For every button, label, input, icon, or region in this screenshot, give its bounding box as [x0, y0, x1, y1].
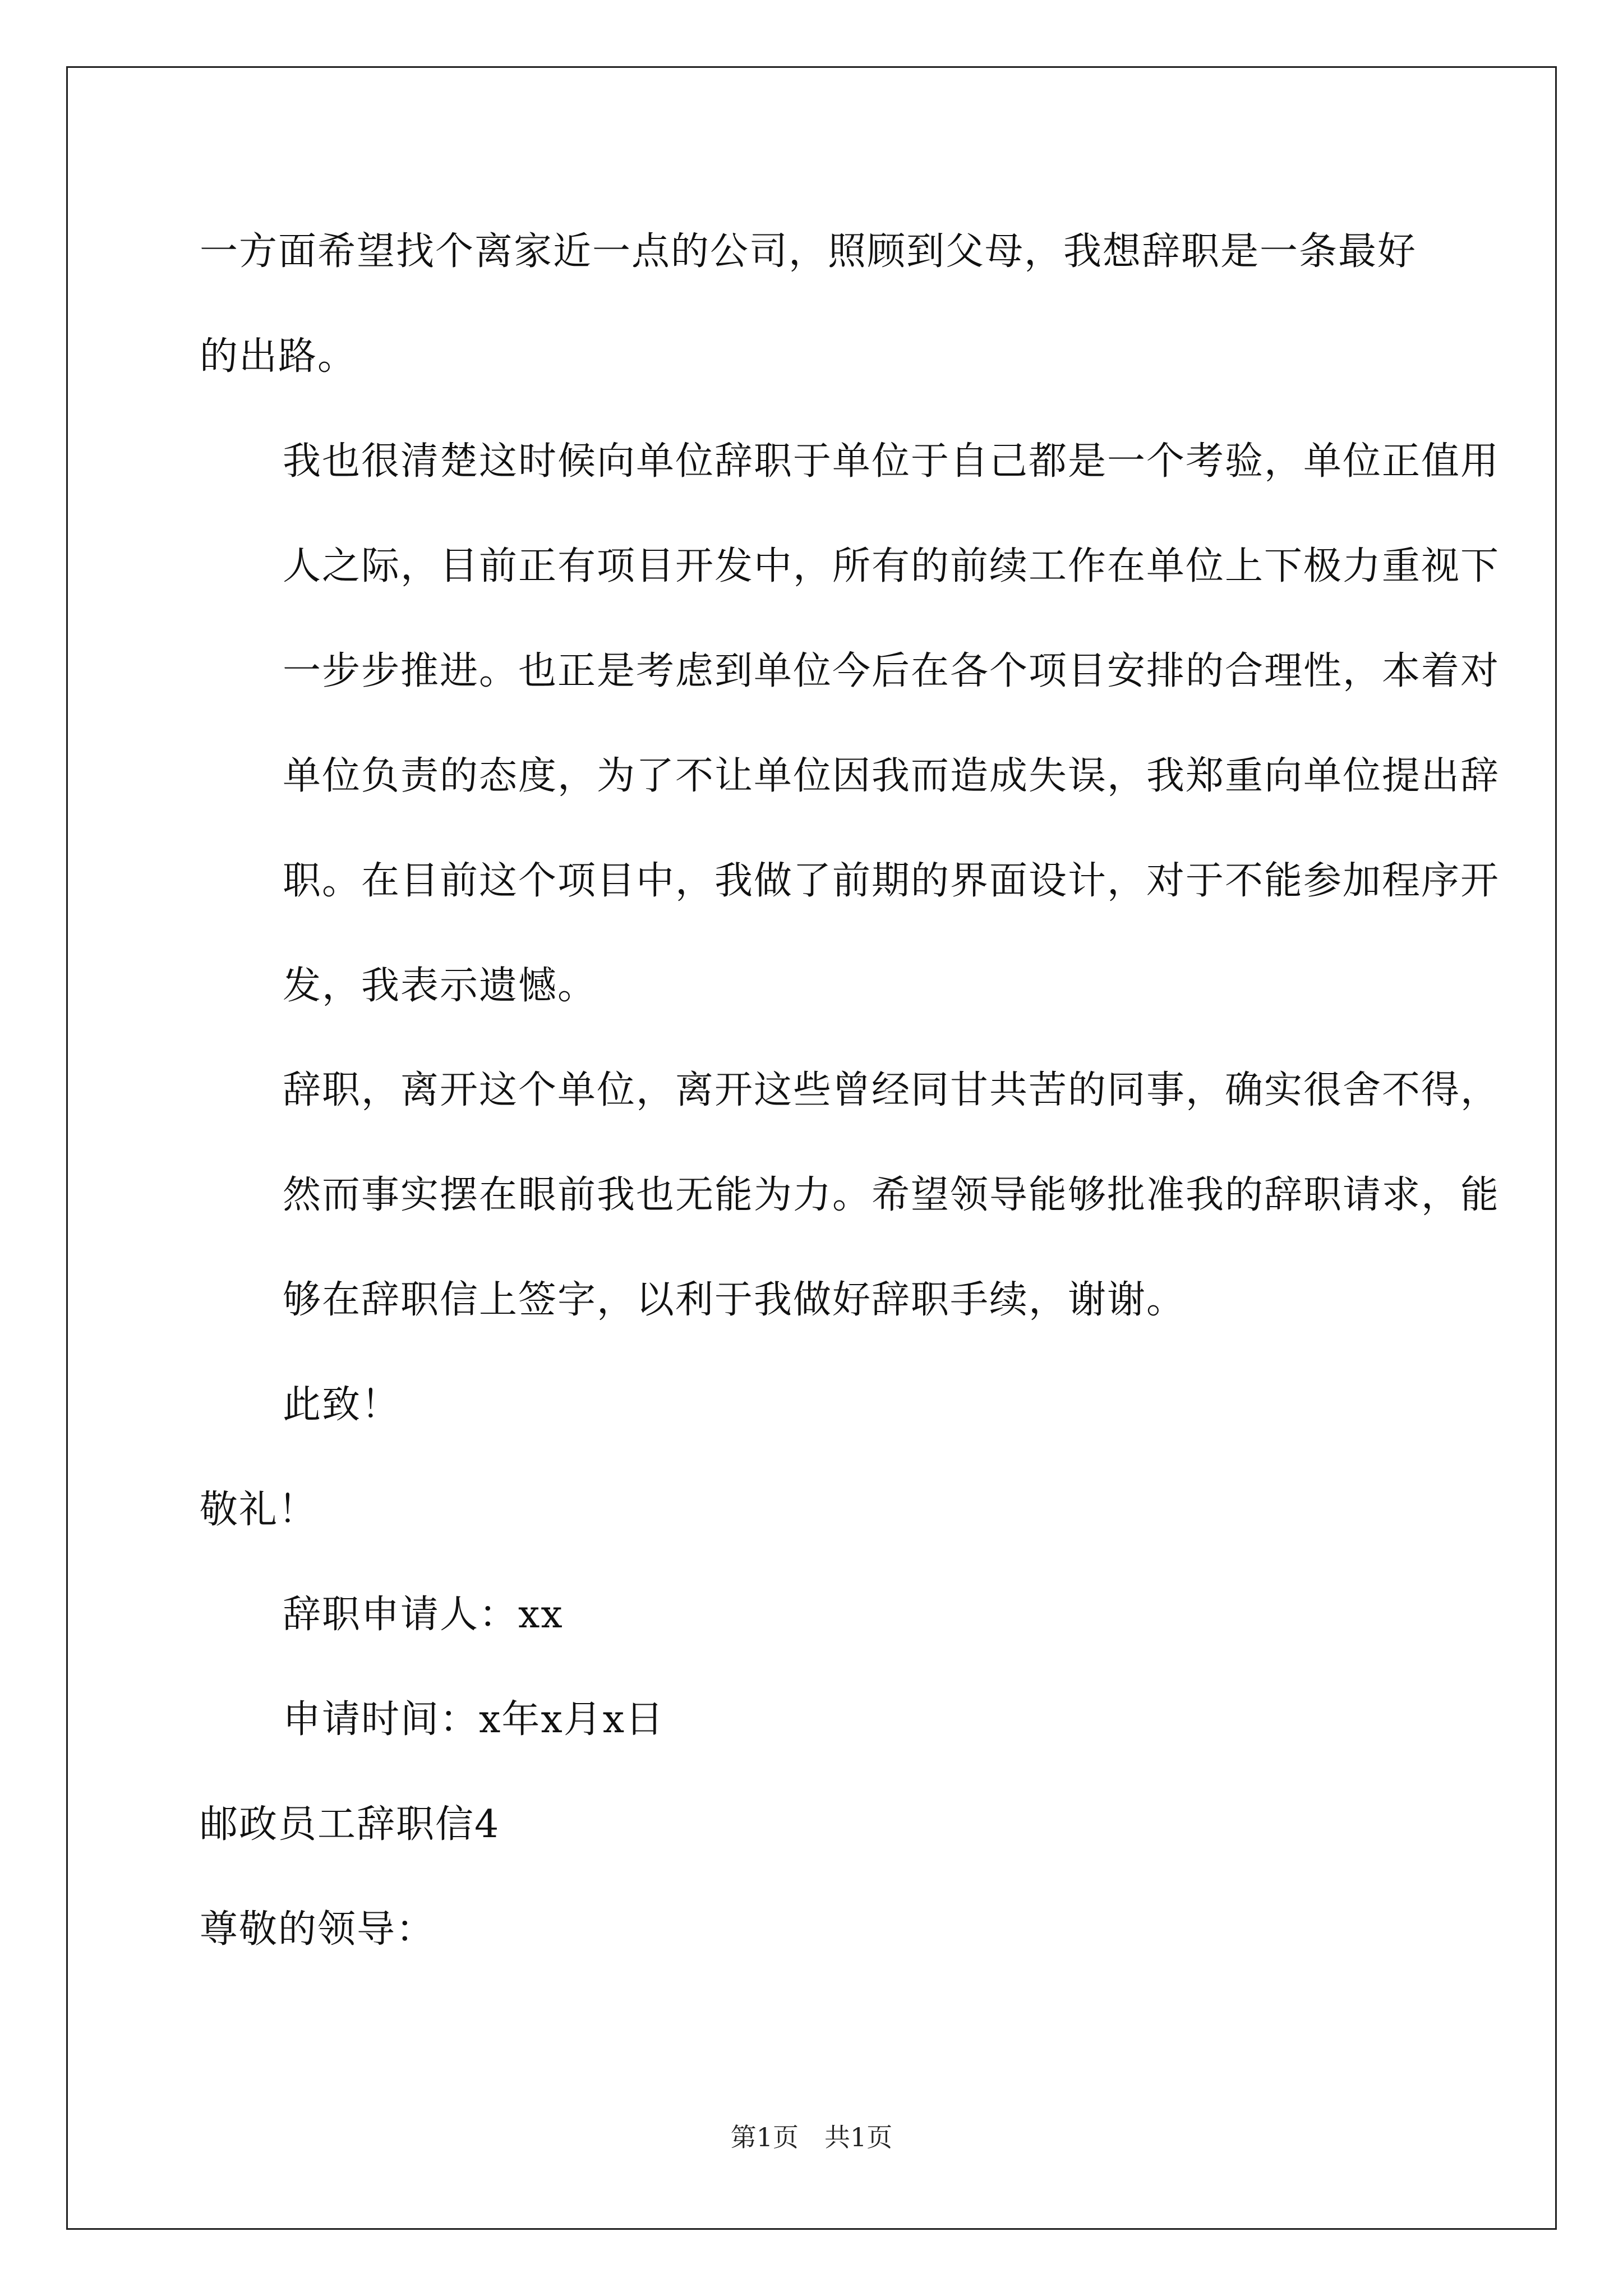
page-footer: 第1页 共1页	[730, 2122, 893, 2152]
closing-line: 此致！	[283, 1383, 401, 1427]
body-paragraph-3: 辞职，离开这个单位，离开这些曾经同甘共苦的同事，确实很舍不得，然而事实摆在眼前我也无能为力。希望领导能够批准我的辞职请求，能够在辞职信上签字，以利于我做好辞职手续，谢谢。	[283, 1068, 1500, 1322]
next-letter-greeting: 尊敬的领导：	[200, 1907, 436, 1952]
applicant-line: 辞职申请人：xx	[283, 1593, 564, 1637]
date-line: 申请时间：x年x月x日	[283, 1697, 665, 1742]
salute-line: 敬礼！	[200, 1488, 318, 1532]
next-letter-title: 邮政员工辞职信4	[200, 1802, 500, 1847]
body-paragraph-1: 一方面希望找个离家近一点的公司，照顾到父母，我想辞职是一条最好的出路。	[200, 229, 1417, 379]
body-paragraph-2: 我也很清楚这时候向单位辞职于单位于自己都是一个考验，单位正值用人之际，目前正有项目开发中，所有的前续工作在单位上下极力重视下一步步推进。也正是考虑到单位今后在各个项目安排的合理性，本着对单位负责的态度，为了不让单位因我而造成失误，我郑重向单位提出辞职。在目前这个项目中，我做了前期的界面设计，对于不能参加程序开发，我表示遗憾。	[283, 439, 1500, 1008]
